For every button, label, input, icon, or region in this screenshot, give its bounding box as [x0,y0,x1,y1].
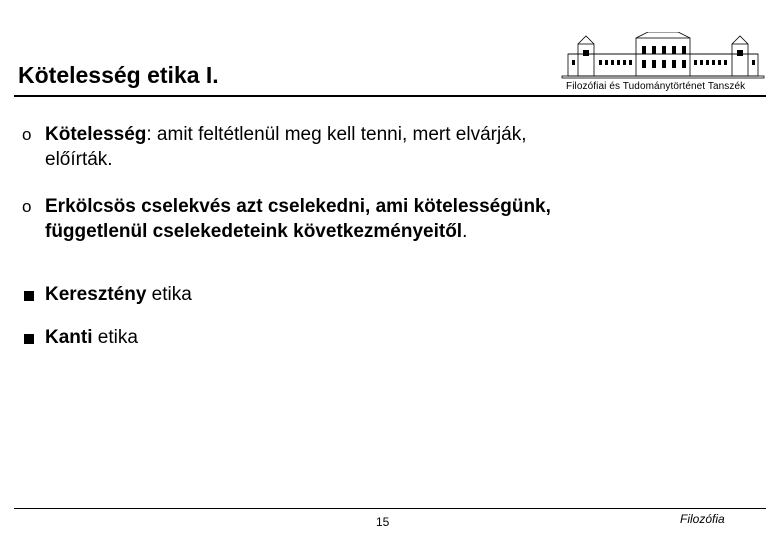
square-bullet-icon [24,334,34,344]
bullet-bold-text: Kötelesség [45,124,147,145]
bullet-bold-text: Erkölcsös cselekvés azt cselekedni, ami kötelességünk, [45,196,551,217]
square-bullet-icon [24,291,34,301]
bullet-text: etika [92,327,138,348]
bullet-text: etika [146,284,192,305]
bullet-text-line [45,123,527,147]
bullet-text-line [45,220,467,244]
footer-label: Filozófia [680,512,725,526]
circle-bullet-icon: o [22,125,32,144]
footer-divider [14,508,766,509]
page-number: 15 [376,515,390,529]
bullet-bold-text: Kanti [45,327,93,348]
bullet-bold-text: függetlenül cselekedeteink következményeitől [45,221,463,242]
title-divider [14,95,766,97]
bullet-text-line [45,326,138,350]
logo-caption: Filozófiai és Tudománytörténet Tanszék [566,81,746,92]
circle-bullet-icon: o [22,197,32,216]
bullet-text: : amit feltétlenül meg kell tenni, mert elvárják, [146,124,527,145]
bullet-bold-text: Keresztény [45,284,147,305]
slide-title: Kötelesség etika I. [18,62,219,88]
bullet-text-line [45,283,192,307]
bullet-text-line: előírták. [45,149,113,170]
bullet-text: . [462,221,468,242]
